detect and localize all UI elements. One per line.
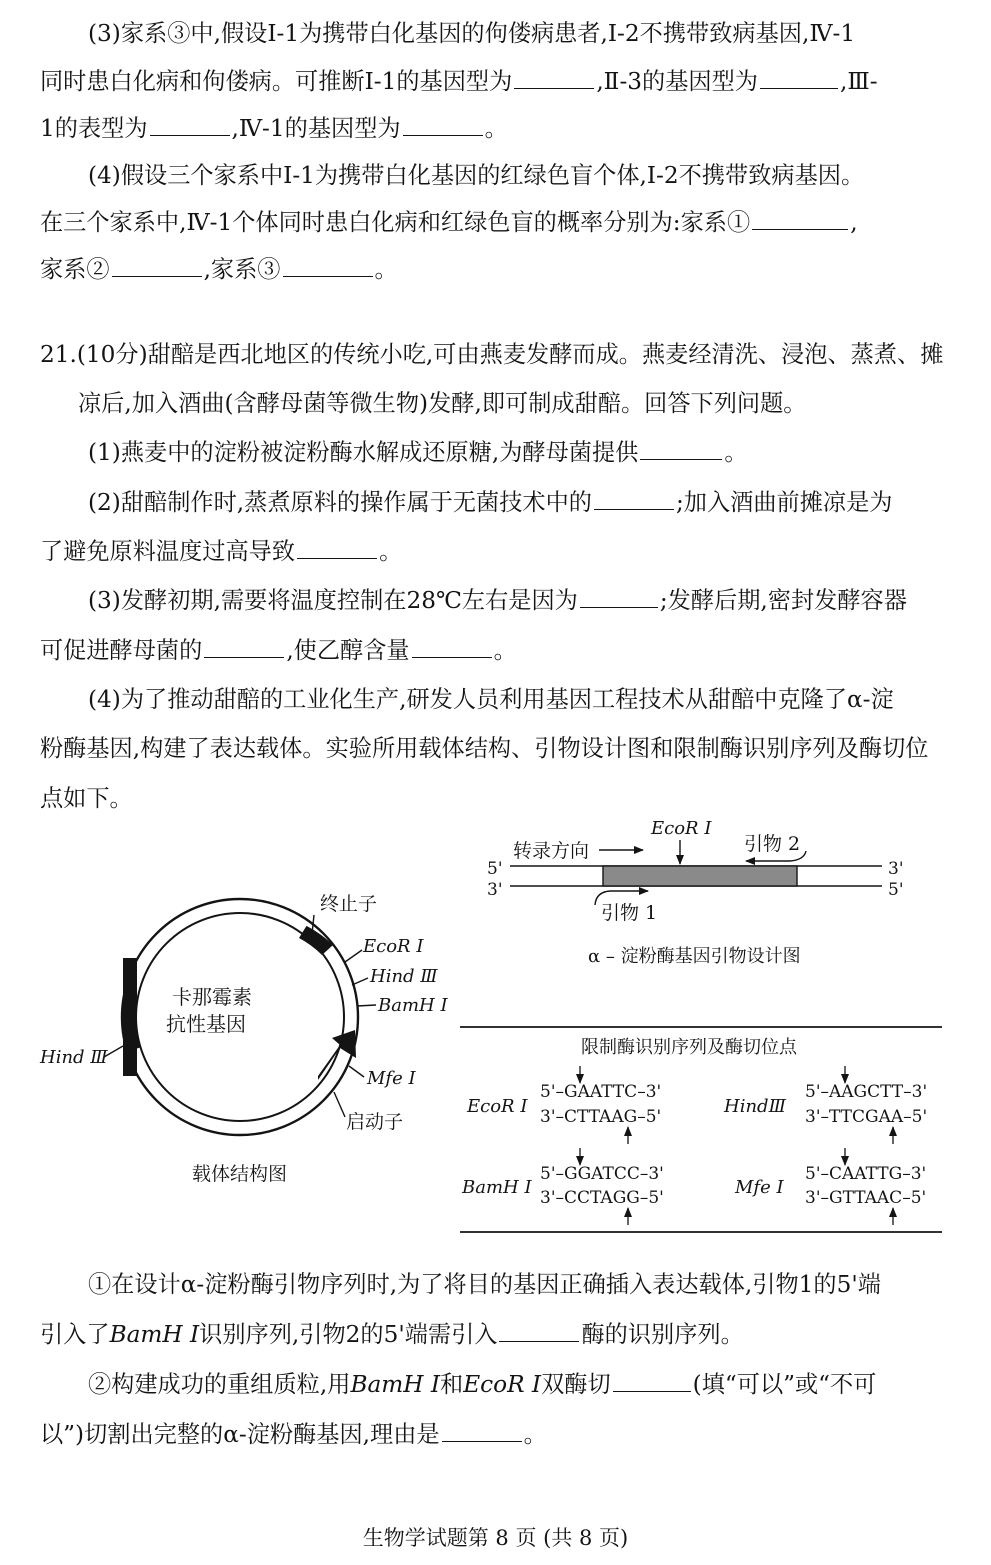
transcription-direction-label: 转录方向 <box>513 840 590 862</box>
primer-caption: α – 淀粉酶基因引物设计图 <box>588 946 801 967</box>
text: 。 <box>379 538 403 565</box>
enzyme-name: EcoR Ⅰ <box>463 1371 542 1398</box>
text: , <box>850 209 858 236</box>
q21-part3-line2 <box>40 636 945 666</box>
enzyme-table <box>460 1027 942 1232</box>
enzyme-name: BamH Ⅰ <box>350 1371 441 1398</box>
text: 引入了 <box>40 1321 110 1348</box>
text: 在三个家系中,Ⅳ-1个体同时患白化病和红绿色盲的概率分别为:家系① <box>40 209 751 236</box>
answer-blank[interactable] <box>640 439 722 460</box>
enzyme-name-ecori: EcoR Ⅰ <box>467 1096 528 1117</box>
answer-blank[interactable] <box>752 209 848 230</box>
q21-part4-line1 <box>88 685 991 715</box>
text: 同时患白化病和佝偻病。可推断Ⅰ-1的基因型为 <box>40 68 513 95</box>
text: 双酶切 <box>541 1371 611 1398</box>
text: (1)燕麦中的淀粉被淀粉酶水解成还原糖,为酵母菌提供 <box>88 439 639 466</box>
hindiii-right-pointer <box>352 978 368 985</box>
q21-intro-line1 <box>40 340 945 370</box>
text: 以”)切割出完整的α-淀粉酶基因,理由是 <box>40 1421 440 1448</box>
bottom-3prime: 3' <box>487 880 503 900</box>
answer-blank[interactable] <box>112 256 202 277</box>
mfei-pointer <box>349 1066 364 1077</box>
answer-blank[interactable] <box>613 1371 691 1392</box>
text: ;加入酒曲前摊凉是为 <box>675 489 893 516</box>
ecori-top-seq: 5'–GAATTC–3' <box>540 1082 662 1102</box>
resistance-label-line1: 卡那霉素 <box>172 985 252 1009</box>
text: ②构建成功的重组质粒,用 <box>88 1371 351 1398</box>
page-footer: 生物学试题第 8 页 (共 8 页) <box>362 1526 629 1550</box>
text: ,家系③ <box>203 256 281 283</box>
text: 。 <box>724 439 748 466</box>
text: (4)假设三个家系中Ⅰ-1为携带白化基因的红绿色盲个体,Ⅰ-2不携带致病基因。 <box>88 162 865 189</box>
ecori-pointer <box>345 950 362 962</box>
answer-blank[interactable] <box>760 68 838 89</box>
text: 可促进酵母菌的 <box>40 637 203 664</box>
enzyme-name: BamH Ⅰ <box>109 1321 200 1348</box>
q21-part3-line1 <box>88 586 991 616</box>
text: 点如下。 <box>40 785 133 812</box>
ecori-bottom-seq: 3'–CTTAAG–5' <box>540 1107 662 1127</box>
primer1-label: 引物 1 <box>601 902 658 924</box>
terminator-label: 终止子 <box>320 893 378 915</box>
q21-sub2-line1 <box>88 1370 991 1400</box>
bamhi-bottom-seq: 3'–CCTAGG–5' <box>540 1188 664 1208</box>
answer-blank[interactable] <box>580 587 658 608</box>
text: (3)家系③中,假设Ⅰ-1为携带白化基因的佝偻病患者,Ⅰ-2不携带致病基因,Ⅳ-1 <box>88 20 856 47</box>
q20-part3-line2 <box>40 67 945 97</box>
q21-sub1-line1 <box>88 1270 991 1300</box>
answer-blank[interactable] <box>297 538 377 559</box>
resistance-gene-block <box>123 958 137 1076</box>
q21-part1 <box>88 438 991 468</box>
mfei-top-seq: 5'–CAATTG–3' <box>805 1164 927 1184</box>
primer-ecori-label: EcoR Ⅰ <box>651 818 712 839</box>
hindiii-bottom-seq: 3'–TTCGAA–5' <box>805 1107 928 1127</box>
answer-blank[interactable] <box>499 1321 579 1342</box>
figure-area <box>0 810 991 1250</box>
answer-blank[interactable] <box>442 1421 522 1442</box>
answer-blank[interactable] <box>403 115 483 136</box>
answer-blank[interactable] <box>514 68 594 89</box>
q21-sub2-line2 <box>40 1420 945 1450</box>
answer-blank[interactable] <box>594 489 674 510</box>
text: 。 <box>493 637 517 664</box>
primer-diagram <box>487 818 904 967</box>
bottom-5prime: 5' <box>888 880 904 900</box>
promoter-pointer <box>334 1092 345 1117</box>
text: 粉酶基因,构建了表达载体。实验所用载体结构、引物设计图和限制酶识别序列及酶切位 <box>40 735 929 762</box>
enzyme-name-mfei: Mfe Ⅰ <box>735 1177 784 1198</box>
enzyme-table-title: 限制酶识别序列及酶切位点 <box>581 1037 797 1058</box>
answer-blank[interactable] <box>150 115 230 136</box>
hindiii-right-label: Hind Ⅲ <box>370 966 438 987</box>
text: 。 <box>523 1421 547 1448</box>
vector-caption: 载体结构图 <box>192 1163 288 1185</box>
text: 和 <box>440 1371 464 1398</box>
answer-blank[interactable] <box>283 256 373 277</box>
text: ;发酵后期,密封发酵容器 <box>659 587 907 614</box>
text: ①在设计α-淀粉酶引物序列时,为了将目的基因正确插入表达载体,引物1的5'端 <box>88 1271 881 1298</box>
q20-part3-line1 <box>88 19 991 49</box>
text: (4)为了推动甜醅的工业化生产,研发人员利用基因工程技术从甜醅中克隆了α-淀 <box>88 686 894 713</box>
q21-sub1-line2 <box>40 1320 945 1350</box>
q21-part2-line1 <box>88 488 991 518</box>
vector-diagram <box>39 893 448 1185</box>
text: 了避免原料温度过高导致 <box>40 538 296 565</box>
text: ,Ⅲ- <box>839 68 878 95</box>
q21-intro-line2 <box>78 389 983 419</box>
text: 。 <box>374 256 398 283</box>
top-3prime: 3' <box>888 859 904 879</box>
mfei-label: Mfe Ⅰ <box>367 1068 416 1089</box>
text: 凉后,加入酒曲(含酵母菌等微生物)发酵,即可制成甜醅。回答下列问题。 <box>78 390 807 417</box>
answer-blank[interactable] <box>412 637 492 658</box>
text: 家系② <box>40 256 110 283</box>
answer-blank[interactable] <box>204 637 284 658</box>
text: ,使乙醇含量 <box>286 637 410 664</box>
text: 21.(10分)甜醅是西北地区的传统小吃,可由燕麦发酵而成。燕麦经清洗、浸泡、蒸煮、摊 <box>40 341 944 368</box>
q20-part3-line3 <box>40 114 945 144</box>
enzyme-name-hindiii: HindⅢ <box>724 1096 786 1117</box>
text: ,Ⅱ-3的基因型为 <box>596 68 758 95</box>
text: (填“可以”或“不可 <box>692 1371 877 1398</box>
mfei-bottom-seq: 3'–GTTAAC–5' <box>805 1188 927 1208</box>
text: 1的表型为 <box>40 115 148 142</box>
bamhi-label: BamH Ⅰ <box>378 995 448 1016</box>
promoter-label: 启动子 <box>346 1111 404 1133</box>
q20-part4-line1 <box>88 161 991 191</box>
bamhi-top-seq: 5'–GGATCC–3' <box>540 1164 664 1184</box>
primer2-label: 引物 2 <box>744 833 801 855</box>
text: 酶的识别序列。 <box>581 1321 744 1348</box>
hindiii-left-label: Hind Ⅲ <box>40 1047 108 1068</box>
q20-part4-line2 <box>40 208 945 238</box>
enzyme-name-bamhi: BamH Ⅰ <box>462 1177 532 1198</box>
text: 。 <box>484 115 508 142</box>
bamhi-pointer <box>357 1005 376 1006</box>
top-5prime: 5' <box>487 859 503 879</box>
q20-part4-line3 <box>40 255 945 285</box>
text: (3)发酵初期,需要将温度控制在28℃左右是因为 <box>88 587 578 614</box>
ecori-label: EcoR Ⅰ <box>363 936 424 957</box>
text: ,Ⅳ-1的基因型为 <box>231 115 401 142</box>
terminator-block <box>299 926 333 955</box>
amylase-gene-region <box>603 866 797 886</box>
q21-part4-line2 <box>40 734 945 764</box>
resistance-label-line2: 抗性基因 <box>166 1012 246 1036</box>
text: (2)甜醅制作时,蒸煮原料的操作属于无菌技术中的 <box>88 489 592 516</box>
hindiii-top-seq: 5'–AAGCTT–3' <box>805 1082 928 1102</box>
text: 识别序列,引物2的5'端需引入 <box>199 1321 498 1348</box>
q21-part2-line2 <box>40 537 945 567</box>
